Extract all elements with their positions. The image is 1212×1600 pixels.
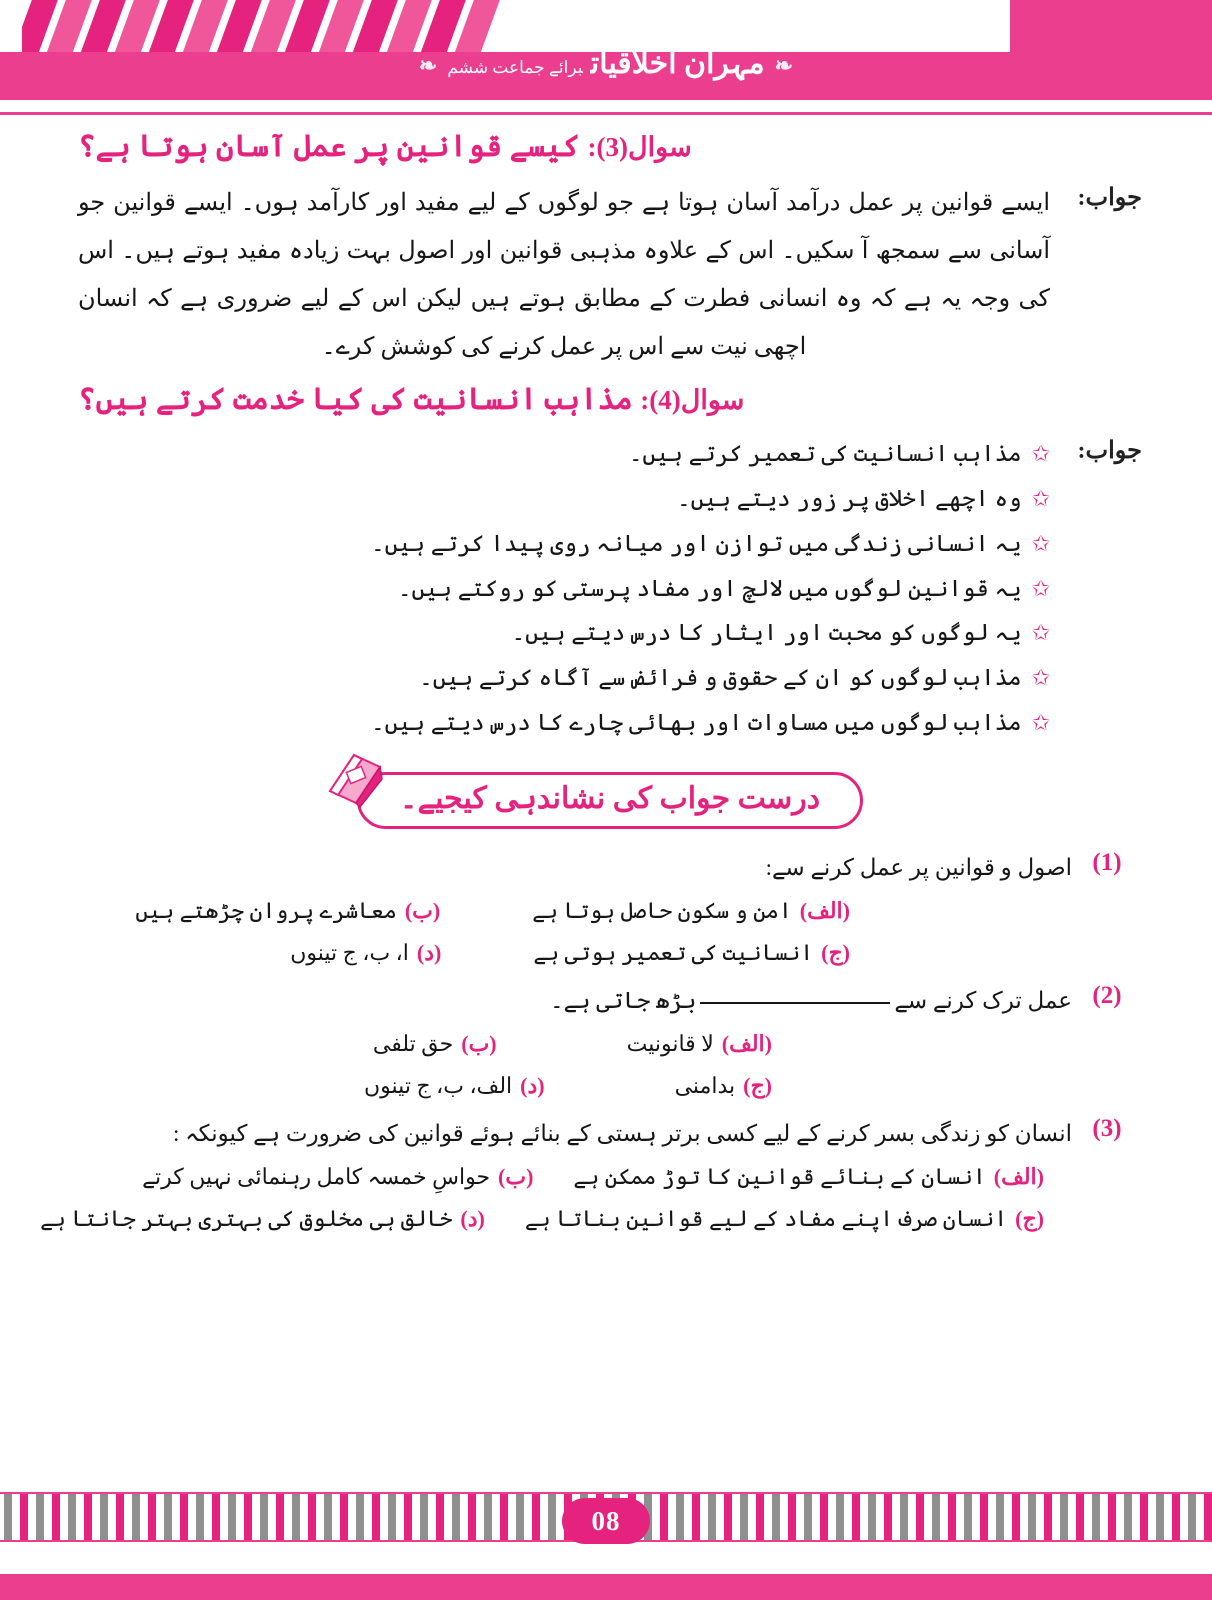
footer-stripe	[276, 1494, 284, 1540]
footer-stripe	[772, 1494, 780, 1540]
footer-stripe	[956, 1494, 964, 1540]
question-3-number: سوال(3):	[587, 132, 692, 162]
footer-stripe	[324, 1494, 332, 1540]
option-tag: (ب)	[404, 898, 441, 924]
option-tag: (ج)	[1015, 1206, 1044, 1232]
mcq-item-2	[78, 980, 1142, 1107]
list-item-text: وہ اچھے اخلاق پر زور دیتے ہیں۔	[677, 485, 1022, 511]
option-text: انسان صرف اپنے مفاد کے لیے قوانین بناتا ہے	[524, 1206, 1008, 1232]
footer-stripe	[724, 1494, 732, 1540]
footer-stripe	[236, 1494, 244, 1540]
footer-stripe	[140, 1494, 148, 1540]
footer-stripe	[204, 1494, 212, 1540]
footer-stripe	[0, 1494, 4, 1540]
option-text: لا قانونیت	[626, 1031, 714, 1057]
footer-stripe	[340, 1494, 348, 1540]
footer-stripe	[780, 1494, 788, 1540]
footer-stripe	[932, 1494, 940, 1540]
header-band	[0, 0, 1212, 100]
footer-stripe	[428, 1494, 436, 1540]
footer-stripe	[924, 1494, 932, 1540]
mcq-3-option-d[interactable]	[40, 1198, 485, 1240]
answer-3-label: جواب:	[1077, 185, 1142, 211]
footer-stripe	[220, 1494, 228, 1540]
footer-stripe	[676, 1494, 684, 1540]
list-item-text: یہ انسانی زندگی میں توازن اور میانہ روی پیدا کرتے ہیں۔	[371, 530, 1022, 556]
footer-stripe	[524, 1494, 532, 1540]
footer-stripe	[1100, 1494, 1108, 1540]
mcq-2-option-a[interactable]	[627, 1023, 772, 1065]
option-tag: (الف)	[993, 1164, 1044, 1190]
footer-stripe	[100, 1494, 108, 1540]
footer-stripe	[164, 1494, 172, 1540]
list-item	[371, 567, 1050, 612]
option-tag: (ب)	[498, 1164, 534, 1190]
footer-stripe	[1172, 1494, 1180, 1540]
mcq-2-options-row-1	[78, 1023, 1072, 1065]
footer-stripe	[844, 1494, 852, 1540]
footer-stripe	[284, 1494, 292, 1540]
footer-stripe	[1084, 1494, 1092, 1540]
footer-pink-band	[0, 1574, 1212, 1600]
footer-stripe	[4, 1494, 12, 1540]
footer-stripe	[940, 1494, 948, 1540]
question-3-heading	[78, 124, 1142, 169]
option-tag: (د)	[460, 1206, 485, 1232]
list-item	[371, 701, 1050, 746]
star-icon: ✩	[1031, 530, 1050, 556]
footer-stripe	[196, 1494, 204, 1540]
footer-stripe	[36, 1494, 44, 1540]
footer-stripe	[468, 1494, 476, 1540]
mcq-1-options-row-2	[78, 932, 1072, 974]
mcq-3-options-row-1	[40, 1156, 1072, 1198]
footer-stripe	[916, 1494, 924, 1540]
option-text: ا، ب، ج تینوں	[290, 940, 409, 966]
footer-stripe	[860, 1494, 868, 1540]
footer-stripe	[436, 1494, 444, 1540]
answer-3-block	[78, 179, 1142, 371]
question-4-heading	[78, 377, 1142, 422]
footer-stripe	[876, 1494, 884, 1540]
footer-stripe	[452, 1494, 460, 1540]
mcq-3-number: (3)	[1092, 1114, 1122, 1142]
footer-stripe	[1060, 1494, 1068, 1540]
footer-stripe	[980, 1494, 988, 1540]
footer-stripe	[540, 1494, 548, 1540]
footer-stripe	[820, 1494, 828, 1540]
footer-stripe	[732, 1494, 740, 1540]
footer-stripe	[1124, 1494, 1132, 1540]
option-text: امن و سکون حاصل ہوتا ہے	[532, 898, 792, 924]
footer-stripe	[884, 1494, 892, 1540]
footer-stripe	[1004, 1494, 1012, 1540]
footer-stripe	[76, 1494, 84, 1540]
footer-stripe	[532, 1494, 540, 1540]
footer-stripe	[180, 1494, 188, 1540]
option-tag: (د)	[520, 1073, 545, 1099]
footer-stripe	[1092, 1494, 1100, 1540]
list-item-text: مذاہب لوگوں کو ان کے حقوق و فرائض سے آگاہ کرتے ہیں۔	[419, 665, 1022, 691]
footer-stripe	[300, 1494, 308, 1540]
question-4-text: مذاہب انسانیت کی کیا خدمت کرتے ہیں؟	[78, 383, 633, 416]
footer-stripe	[1156, 1494, 1164, 1540]
header-stripes	[22, 0, 522, 52]
answer-4-label: جواب:	[1077, 438, 1142, 464]
footer-stripe	[716, 1494, 724, 1540]
header-divider	[0, 100, 1212, 115]
page-number-badge: 08	[562, 1498, 650, 1544]
mcq-2-stem-after: بڑھ جاتی ہے۔	[550, 987, 697, 1013]
footer-stripe	[228, 1494, 236, 1540]
page-content	[0, 118, 1212, 1246]
footer-stripe	[1076, 1494, 1084, 1540]
answer-3-paragraph: ایسے قوانین پر عمل درآمد آسان ہوتا ہے جو لوگوں کے لیے مفید اور کارآمد ہوں۔ ایسے قوانین جو آسانی سے سمجھ آ سکیں۔ اس کے علاوہ مذہبی قوانین اور اصول بہت زیادہ مفید ہوتے ہیں۔ اس کی وجہ یہ ہے کہ وہ انسانی فطرت کے مطابق ہوتے ہیں لیکن اس کے لیے ضروری ہے کہ انسان اچھی نیت سے اس پر عمل کرنے کی کوشش کرے۔	[78, 190, 1050, 360]
footer-stripe	[476, 1494, 484, 1540]
book-subtitle: برائے جماعت ششم	[447, 58, 583, 77]
option-tag: (ج)	[743, 1073, 772, 1099]
footer-stripe	[1012, 1494, 1020, 1540]
mcq-1-option-d[interactable]	[290, 932, 441, 974]
footer-stripe	[908, 1494, 916, 1540]
footer-stripe	[836, 1494, 844, 1540]
footer-stripe	[348, 1494, 356, 1540]
option-text: حواسِ خمسہ کامل رہنمائی نہیں کرتے	[142, 1164, 491, 1190]
footer-stripe	[1028, 1494, 1036, 1540]
footer-stripe	[156, 1494, 164, 1540]
footer-gap	[0, 1544, 1212, 1574]
star-icon: ✩	[1031, 620, 1050, 646]
footer-stripe	[1108, 1494, 1116, 1540]
mcq-section-header	[78, 772, 1142, 829]
footer-stripe	[692, 1494, 700, 1540]
star-icon: ✩	[1031, 441, 1050, 466]
list-item-text: مذاہب لوگوں میں مساوات اور بھائی چارے کا درس دیتے ہیں۔	[371, 710, 1022, 736]
footer-stripe	[244, 1494, 252, 1540]
option-text: انسانیت کی تعمیر ہوتی ہے	[533, 940, 814, 966]
footer-stripe	[1052, 1494, 1060, 1540]
footer-stripe	[1180, 1494, 1188, 1540]
list-item-text: یہ لوگوں کو محبت اور ایثار کا درس دیتے ہیں۔	[511, 620, 1022, 646]
ornament-icon-2: ❧	[418, 53, 438, 78]
footer-stripe	[868, 1494, 876, 1540]
question-3-text: کیسے قوانین پر عمل آسان ہوتا ہے؟	[78, 130, 581, 163]
answer-4-block	[78, 432, 1142, 746]
footer-stripe	[116, 1494, 124, 1540]
footer-stripe	[212, 1494, 220, 1540]
footer-stripe	[1204, 1494, 1212, 1540]
footer-stripe	[652, 1494, 660, 1540]
footer-stripe	[292, 1494, 300, 1540]
mcq-section-title	[357, 772, 863, 829]
footer-stripe	[188, 1494, 196, 1540]
star-icon: ✩	[1031, 485, 1050, 511]
star-icon: ✩	[1031, 710, 1050, 736]
book-icon	[324, 749, 386, 811]
footer-stripe	[508, 1494, 516, 1540]
footer-stripe	[92, 1494, 100, 1540]
footer-stripe	[260, 1494, 268, 1540]
answer-3-text	[78, 179, 1050, 371]
footer-stripe	[740, 1494, 748, 1540]
footer-stripe	[124, 1494, 132, 1540]
mcq-1-option-b[interactable]	[135, 890, 440, 932]
list-item-text: مذاہب انسانیت کی تعمیر کرتے ہیں۔	[628, 441, 1022, 466]
footer-stripe	[900, 1494, 908, 1540]
mcq-1-body	[78, 847, 1072, 974]
footer-stripe	[548, 1494, 556, 1540]
footer-stripe	[132, 1494, 140, 1540]
mcq-2-option-c[interactable]	[675, 1065, 772, 1107]
list-item	[371, 611, 1050, 656]
footer-stripe	[892, 1494, 900, 1540]
footer-stripe	[148, 1494, 156, 1540]
mcq-item-1	[78, 847, 1142, 974]
footer-stripe	[308, 1494, 316, 1540]
mcq-3-option-c[interactable]	[525, 1198, 1044, 1240]
footer-stripe	[404, 1494, 412, 1540]
answer-4-bullets-wrap	[371, 432, 1050, 746]
option-text: معاشرے پروان چڑھتے ہیں	[135, 898, 397, 924]
mcq-1-stem: اصول و قوانین پر عمل کرنے سے:	[765, 854, 1072, 880]
mcq-3-body	[40, 1113, 1072, 1240]
list-item-text: یہ قوانین لوگوں میں لالچ اور مفاد پرستی کو روکتے ہیں۔	[398, 575, 1022, 601]
footer-stripe	[700, 1494, 708, 1540]
footer-stripe	[60, 1494, 68, 1540]
footer-stripe	[12, 1494, 20, 1540]
mcq-section-title-text: درست جواب کی نشاندہی کیجیے۔	[399, 781, 821, 815]
mcq-1-number: (1)	[1092, 848, 1122, 876]
question-4-number: سوال(4):	[640, 385, 745, 415]
footer-stripe	[28, 1494, 36, 1540]
ornament-icon: ❧	[774, 53, 794, 78]
footer-stripe	[500, 1494, 508, 1540]
book-title-main: اخلاقیات	[590, 47, 677, 80]
footer-stripe	[948, 1494, 956, 1540]
footer-stripe	[388, 1494, 396, 1540]
option-tag: (د)	[416, 940, 442, 966]
footer-stripe	[1068, 1494, 1076, 1540]
star-icon: ✩	[1031, 665, 1050, 691]
footer-stripe	[444, 1494, 452, 1540]
footer-stripe	[20, 1494, 28, 1540]
mcq-item-3	[40, 1113, 1142, 1240]
footer-stripe	[756, 1494, 764, 1540]
footer-stripe	[356, 1494, 364, 1540]
footer-stripe	[316, 1494, 324, 1540]
footer-stripe	[684, 1494, 692, 1540]
footer-stripe	[1044, 1494, 1052, 1540]
footer-stripe	[1196, 1494, 1204, 1540]
footer-stripe	[396, 1494, 404, 1540]
mcq-3-option-b[interactable]	[142, 1156, 533, 1198]
footer-stripe	[460, 1494, 468, 1540]
mcq-2-stem	[78, 980, 1072, 1021]
footer-stripe	[268, 1494, 276, 1540]
footer-stripe	[84, 1494, 92, 1540]
footer-stripe	[796, 1494, 804, 1540]
list-item	[371, 477, 1050, 522]
footer-stripe	[380, 1494, 388, 1540]
footer-stripe	[1020, 1494, 1028, 1540]
option-text: خالق ہی مخلوق کی بہتری بہتر جانتا ہے	[40, 1206, 453, 1232]
list-item	[371, 656, 1050, 701]
option-text: الف، ب، ج تینوں	[364, 1073, 513, 1099]
footer-stripe	[484, 1494, 492, 1540]
mcq-2-options-row-2	[78, 1065, 1072, 1107]
footer-stripe	[364, 1494, 372, 1540]
footer-stripe	[708, 1494, 716, 1540]
footer-stripe	[1148, 1494, 1156, 1540]
option-tag: (ب)	[461, 1031, 497, 1057]
mcq-1-options-row-1	[78, 890, 1072, 932]
footer-stripe	[108, 1494, 116, 1540]
footer-stripe	[492, 1494, 500, 1540]
footer-stripe	[804, 1494, 812, 1540]
mcq-2-option-b[interactable]	[373, 1023, 497, 1065]
page-footer	[0, 1482, 1212, 1600]
answer-4-bullet-list	[371, 432, 1050, 746]
option-tag: (الف)	[721, 1031, 772, 1057]
option-text: انسان کے بنائے قوانین کا توڑ ممکن ہے	[573, 1164, 986, 1190]
footer-stripe	[964, 1494, 972, 1540]
footer-stripe	[68, 1494, 76, 1540]
mcq-1-option-c[interactable]	[533, 932, 850, 974]
footer-stripe	[660, 1494, 668, 1540]
footer-stripe	[1116, 1494, 1124, 1540]
footer-stripe	[372, 1494, 380, 1540]
footer-stripe	[996, 1494, 1004, 1540]
footer-stripe	[828, 1494, 836, 1540]
option-tag: (الف)	[799, 898, 850, 924]
mcq-3-option-a[interactable]	[573, 1156, 1044, 1198]
mcq-2-blank[interactable]	[700, 1002, 890, 1004]
footer-stripe	[764, 1494, 772, 1540]
footer-stripe	[332, 1494, 340, 1540]
header-white-block	[0, 0, 1010, 52]
footer-stripe	[668, 1494, 676, 1540]
book-title-prefix: مہران	[684, 47, 765, 80]
footer-stripe	[988, 1494, 996, 1540]
footer-stripe	[412, 1494, 420, 1540]
mcq-2-number: (2)	[1092, 981, 1122, 1009]
footer-stripe	[172, 1494, 180, 1540]
footer-stripe	[1188, 1494, 1196, 1540]
star-icon: ✩	[1031, 575, 1050, 601]
mcq-3-options-row-2	[40, 1198, 1072, 1240]
mcq-2-option-d[interactable]	[364, 1065, 545, 1107]
mcq-1-option-a[interactable]	[532, 890, 850, 932]
mcq-3-stem: انسان کو زندگی بسر کرنے کے لیے کسی برتر ہستی کے بنائے ہوئے قوانین کی ضرورت ہے کیونکہ :	[172, 1120, 1072, 1146]
list-item	[371, 522, 1050, 567]
option-tag: (ج)	[821, 940, 850, 966]
footer-stripe	[252, 1494, 260, 1540]
footer-stripe	[1132, 1494, 1140, 1540]
book-title	[0, 46, 1212, 81]
footer-stripe	[788, 1494, 796, 1540]
footer-stripe	[852, 1494, 860, 1540]
mcq-2-stem-before: عمل ترک کرنے سے	[894, 987, 1072, 1013]
footer-stripe	[516, 1494, 524, 1540]
footer-stripe	[748, 1494, 756, 1540]
list-item	[371, 432, 1050, 477]
footer-stripe	[52, 1494, 60, 1540]
page-header	[0, 0, 1212, 112]
footer-stripe	[1164, 1494, 1172, 1540]
footer-stripe	[812, 1494, 820, 1540]
footer-stripe	[44, 1494, 52, 1540]
footer-stripe	[1036, 1494, 1044, 1540]
option-text: حق تلفی	[372, 1031, 454, 1057]
footer-stripe	[1140, 1494, 1148, 1540]
footer-stripe	[972, 1494, 980, 1540]
footer-stripe	[420, 1494, 428, 1540]
mcq-2-body	[78, 980, 1072, 1107]
option-text: بدامنی	[674, 1073, 736, 1099]
